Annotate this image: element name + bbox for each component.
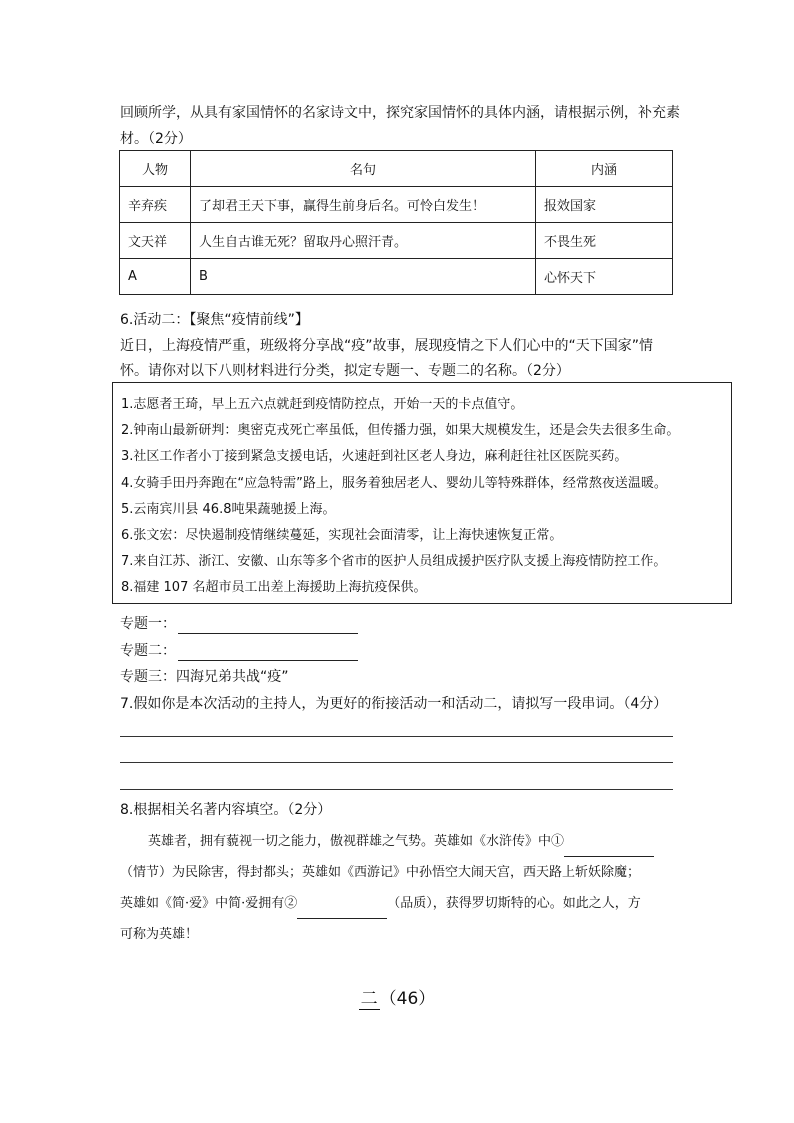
table-cell: 报效国家 [536,187,673,223]
table-cell: 不畏生死 [536,223,673,259]
topic-2-blank[interactable] [178,646,358,661]
header-meaning: 内涵 [536,151,673,187]
blank-2[interactable] [297,904,387,919]
topic-2-label: 专题二： [120,643,176,659]
q8-passage-line-4: 可称为英雄！ [120,927,199,942]
list-item: 6.张文宏：尽快遏制疫情继续蔓延，实现社会面清零，让上海快速恢复正常。 [121,528,563,544]
q8-passage-line-2: （情节）为民除害，得封都头；英雄如《西游记》中孙悟空大闹天宫，西天路上斩妖除魔； [120,865,641,880]
header-quote: 名句 [191,151,536,187]
blank-marker-1: ① [551,834,565,849]
topic-1 [120,614,358,634]
q6-title: 6.活动二：【聚焦“疫情前线”】 [120,312,309,328]
poetry-table [119,150,673,295]
q8-passage [120,826,680,950]
topic-1-label: 专题一： [120,616,176,632]
table-row [120,223,673,259]
page-footer [0,984,794,1009]
q8-passage-line-1 [120,826,680,857]
table-row [120,259,673,295]
q8-text-3a: 英雄如《简·爱》中简·爱拥有 [120,896,285,911]
table-row [120,187,673,223]
footer-underlined: 二 [360,989,378,1009]
q7-text: 7.假如你是本次活动的主持人，为更好的衔接活动一和活动二，请拟写一段串词。（4分） [120,696,668,712]
table-cell: 文天祥 [120,223,191,259]
topic-1-blank[interactable] [178,619,358,634]
list-item: 4.女骑手田丹奔跑在“应急特需”路上，服务着独居老人、婴幼儿等特殊群体，经常熬夜送温暖。 [121,475,667,491]
intro-line-1: 回顾所学，从具有家国情怀的名家诗文中，探究家国情怀的具体内涵，请根据示例，补充素 [120,105,680,121]
answer-line-3[interactable] [120,789,673,790]
list-item: 5.云南宾川县 46.8吨果蔬驰援上海。 [121,501,336,517]
list-item: 7.来自江苏、浙江、安徽、山东等多个省市的医护人员组成援护医疗队支援上海疫情防控工作。 [121,554,667,570]
materials-box [112,382,732,604]
table-cell-blank-a[interactable]: A [120,259,191,295]
answer-line-2[interactable] [120,762,673,763]
table-header-row [120,151,673,187]
table-cell: 心怀天下 [536,259,673,295]
q8-title: 8.根据相关名著内容填空。（2分） [120,802,332,818]
q6-line-1: 近日，上海疫情严重，班级将分享战“疫”故事，展现疫情之下人们心中的“天下国家”情 [120,338,654,354]
topic-2 [120,641,358,661]
q8-passage-line-3 [120,888,680,919]
list-item: 1.志愿者王琦，早上五六点就赶到疫情防控点，开始一天的卡点值守。 [121,397,524,412]
blank-marker-2: ② [284,896,298,911]
list-item: 3.社区工作者小丁接到紧急支援电话，火速赶到社区老人身边，麻利赶往社区医院买药。 [121,449,628,465]
q6-line-2: 怀。请你对以下八则材料进行分类，拟定专题一、专题二的名称。（2分） [120,363,570,379]
q8-text-3b: （品质），获得罗切斯特的心。如此之人，方 [387,896,641,911]
blank-1[interactable] [564,842,654,857]
table-cell: 辛弃疾 [120,187,191,223]
table-cell: 人生自古谁无死？留取丹心照汗青。 [191,223,536,259]
q8-text-1: 英雄者，拥有藐视一切之能力，傲视群雄之气势。英雄如《水浒传》中 [148,834,552,849]
list-item: 8.福建 107 名超市员工出差上海援助上海抗疫保供。 [121,580,427,596]
table-cell-blank-b[interactable]: B [191,259,536,295]
table-cell: 了却君王天下事，赢得生前身后名。可怜白发生！ [191,187,536,223]
page-number: （46） [379,989,436,1009]
list-item: 2.钟南山最新研判：奥密克戎死亡率虽低，但传播力强，如果大规模发生，还是会失去很多生命。 [121,423,680,439]
intro-line-2: 材。（2分） [120,131,192,147]
topic-3: 专题三：四海兄弟共战“疫” [120,669,289,685]
answer-line-1[interactable] [120,736,673,737]
header-person: 人物 [120,151,191,187]
